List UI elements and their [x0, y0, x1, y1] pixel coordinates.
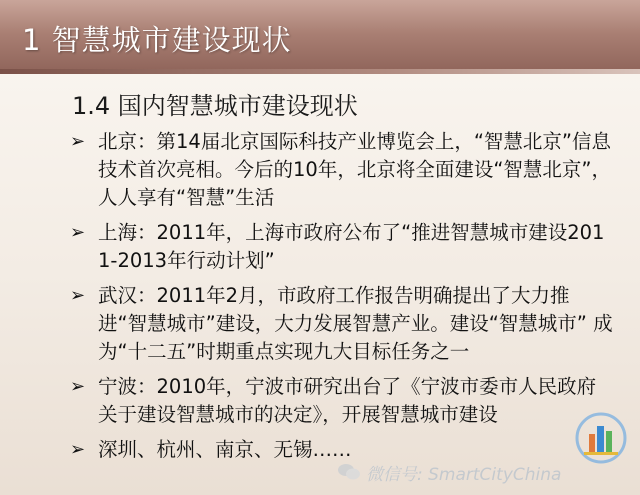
bullet-item-shanghai	[68, 219, 613, 275]
bullet-list	[68, 128, 613, 471]
slide-title: 1 智慧城市建设现状	[22, 23, 292, 57]
section-title: 1.4 国内智慧城市建设现状	[72, 92, 358, 120]
arrow-bullet-icon: ➢	[70, 376, 86, 397]
header-bar	[0, 0, 640, 74]
arrow-bullet-icon: ➢	[70, 439, 86, 460]
arrow-bullet-icon: ➢	[70, 222, 86, 243]
watermark-text: 微信号: SmartCityChina	[366, 464, 562, 485]
watermark	[338, 455, 638, 489]
bullet-text: 上海：2011年，上海市政府公布了“推进智慧城市建设2011-2013年行动计划”	[98, 221, 605, 272]
arrow-bullet-icon: ➢	[70, 131, 86, 152]
bullet-text: 深圳、杭州、南京、无锡……	[98, 438, 352, 461]
bullet-text: 武汉：2011年2月，市政府工作报告明确提出了大力推进“智慧城市”建设，大力发展智慧产业。建设“智慧城市” 成为“十二五”时期重点实现九大目标任务之一	[98, 284, 613, 363]
arrow-bullet-icon: ➢	[70, 285, 86, 306]
bullet-text: 宁波：2010年，宁波市研究出台了《宁波市委市人民政府关于建设智慧城市的决定》，开展智慧城市建设	[98, 375, 597, 426]
bullet-item-ningbo	[68, 373, 613, 429]
bullet-item-beijing	[68, 128, 613, 212]
bullet-text: 北京：第14届北京国际科技产业博览会上，“智慧北京”信息技术首次亮相。今后的10年，北京将全面建设“智慧北京”，人人享有“智慧”生活	[98, 130, 612, 209]
wechat-icon	[338, 463, 360, 481]
bullet-item-wuhan	[68, 282, 613, 366]
